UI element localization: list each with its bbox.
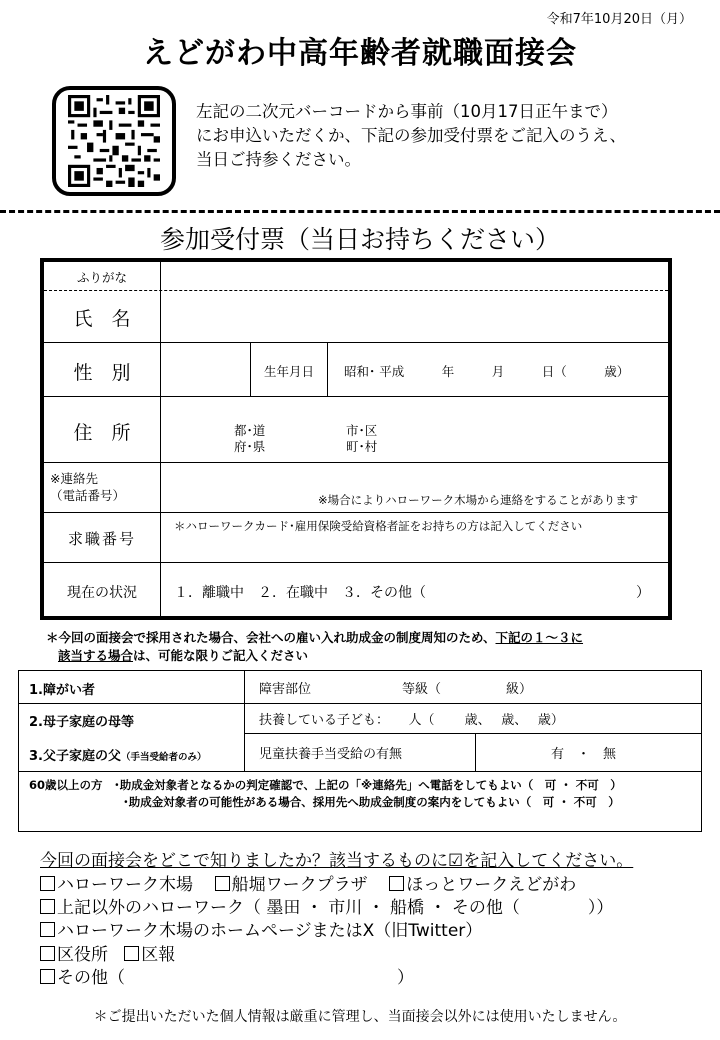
eligibility-table: [18, 670, 702, 832]
disability-label: 1.障がい者: [29, 683, 95, 698]
allowance-choice[interactable]: 有 ・ 無: [551, 747, 617, 762]
survey-row-5: [40, 963, 414, 988]
single-father-note: （手当受給者のみ）: [120, 752, 207, 763]
issue-date: 令和7年10月20日（月）: [546, 12, 692, 27]
opt-ward-news: 区報: [141, 945, 176, 965]
opt-other: その他（ ）: [57, 968, 414, 988]
subsidy-note: [46, 629, 583, 665]
contact-note: ※場合によりハローワーク木場から連絡をすることがあります: [318, 493, 639, 507]
opt-homepage: ハローワーク木場のホームページまたはX（旧Twitter）: [57, 921, 483, 941]
status-label: 現在の状況: [67, 585, 137, 601]
survey-row-3: [40, 916, 482, 941]
furigana-label: ふりがな: [76, 270, 127, 285]
children-field[interactable]: 扶養している子ども： 人（ 歳、 歳、 歳）: [259, 713, 564, 728]
opt-ward-office: 区役所: [57, 945, 108, 965]
checkbox-other-hw[interactable]: [40, 899, 55, 914]
intro-line-3: 当日ご持参ください。: [196, 150, 361, 169]
single-mother-label: 2.母子家庭の母等: [29, 715, 134, 730]
checkbox-funabori[interactable]: [215, 876, 230, 891]
checkbox-homepage[interactable]: [40, 922, 55, 937]
address-city: [346, 423, 377, 455]
address-label: 住 所: [73, 422, 131, 444]
intro-text: [196, 100, 626, 172]
checkbox-other[interactable]: [40, 969, 55, 984]
addr-city-line-1: 市･区: [346, 423, 378, 438]
disability-field[interactable]: 障害部位 等級（ 級）: [259, 682, 533, 697]
over60-line-2[interactable]: ･助成金対象者の可能性がある場合、採用先へ助成金制度の案内をしてもよい（ 可 ・ 不可 ）: [123, 795, 620, 809]
opt-hotwork: ほっとワークえどがわ: [406, 875, 577, 895]
name-field[interactable]: [162, 292, 664, 340]
registration-form: [40, 258, 672, 620]
over60-line-1[interactable]: 60歳以上の方 ･助成金対象者となるかの判定確認で、上記の「※連絡先」へ電話をしてもよい（ 可 ・ 不可 ）: [29, 778, 622, 792]
privacy-footer: ＊ご提出いただいた個人情報は厳重に管理し、当面接会以外には使用いたしません。: [93, 1009, 627, 1025]
checkbox-hw-kiba[interactable]: [40, 876, 55, 891]
opt-funabori: 船堀ワークプラザ: [231, 875, 368, 895]
subsidy-note-d: は、可能な限りご記入ください: [133, 648, 309, 663]
birthdate-field[interactable]: 昭和･ 平成 年 月 日（ 歳）: [344, 364, 630, 379]
contact-label-line-1: ※連絡先: [50, 471, 98, 486]
qr-code-icon[interactable]: [68, 95, 160, 187]
gender-field[interactable]: [162, 344, 248, 394]
survey-row-2: [40, 893, 613, 918]
status-options[interactable]: １．離職中 ２．在職中 ３．その他（ ）: [174, 585, 650, 601]
survey-row-4: [40, 940, 175, 965]
allowance-label: 児童扶養手当受給の有無: [259, 747, 403, 762]
qr-code-frame[interactable]: [52, 86, 176, 196]
cut-line: [0, 210, 720, 213]
job-number-note: ＊ハローワークカード･雇用保険受給資格者証をお持ちの方は記入してください: [174, 519, 583, 533]
checkbox-ward-office[interactable]: [40, 946, 55, 961]
address-pref: [234, 423, 265, 455]
subsidy-note-b: 下記の１～３に: [495, 630, 584, 645]
addr-city-line-2: 町･村: [346, 439, 378, 454]
checkbox-hotwork[interactable]: [389, 876, 404, 891]
survey-row-1: [40, 870, 576, 895]
checkbox-ward-news[interactable]: [124, 946, 139, 961]
subsidy-note-c: 該当する場合: [58, 648, 134, 663]
page-title: えどがわ中高年齢者就職面接会: [143, 36, 577, 71]
contact-label: [50, 470, 125, 504]
addr-pref-line-1: 都･道: [234, 423, 266, 438]
subsidy-note-a: ＊今回の面接会で採用された場合、会社への雇い入れ助成金の制度周知のため、: [46, 630, 496, 645]
job-number-label: 求職番号: [67, 530, 136, 548]
opt-hw-kiba: ハローワーク木場: [57, 875, 193, 895]
intro-line-2: にお申込いただくか、下記の参加受付票をご記入のうえ、: [196, 126, 626, 145]
birthdate-label: 生年月日: [263, 364, 314, 379]
form-title: 参加受付票（当日お持ちください）: [159, 225, 560, 254]
furigana-field[interactable]: [162, 264, 664, 288]
intro-line-1: 左記の二次元バーコードから事前（10月17日正午まで）: [196, 102, 618, 121]
single-father-text: 3.父子家庭の父: [29, 749, 121, 764]
contact-label-line-2: （電話番号）: [50, 488, 126, 503]
addr-pref-line-2: 府･県: [234, 439, 266, 454]
single-father-label: [29, 745, 207, 764]
opt-other-hw: 上記以外のハローワーク（ 墨田 ・ 市川 ・ 船橋 ・ その他（ ））: [57, 898, 614, 918]
name-label: 氏 名: [73, 308, 131, 330]
survey-question: 今回の面接会をどこで知りましたか？該当するものに☑を記入してください。: [40, 851, 634, 871]
gender-label: 性 別: [73, 362, 131, 384]
